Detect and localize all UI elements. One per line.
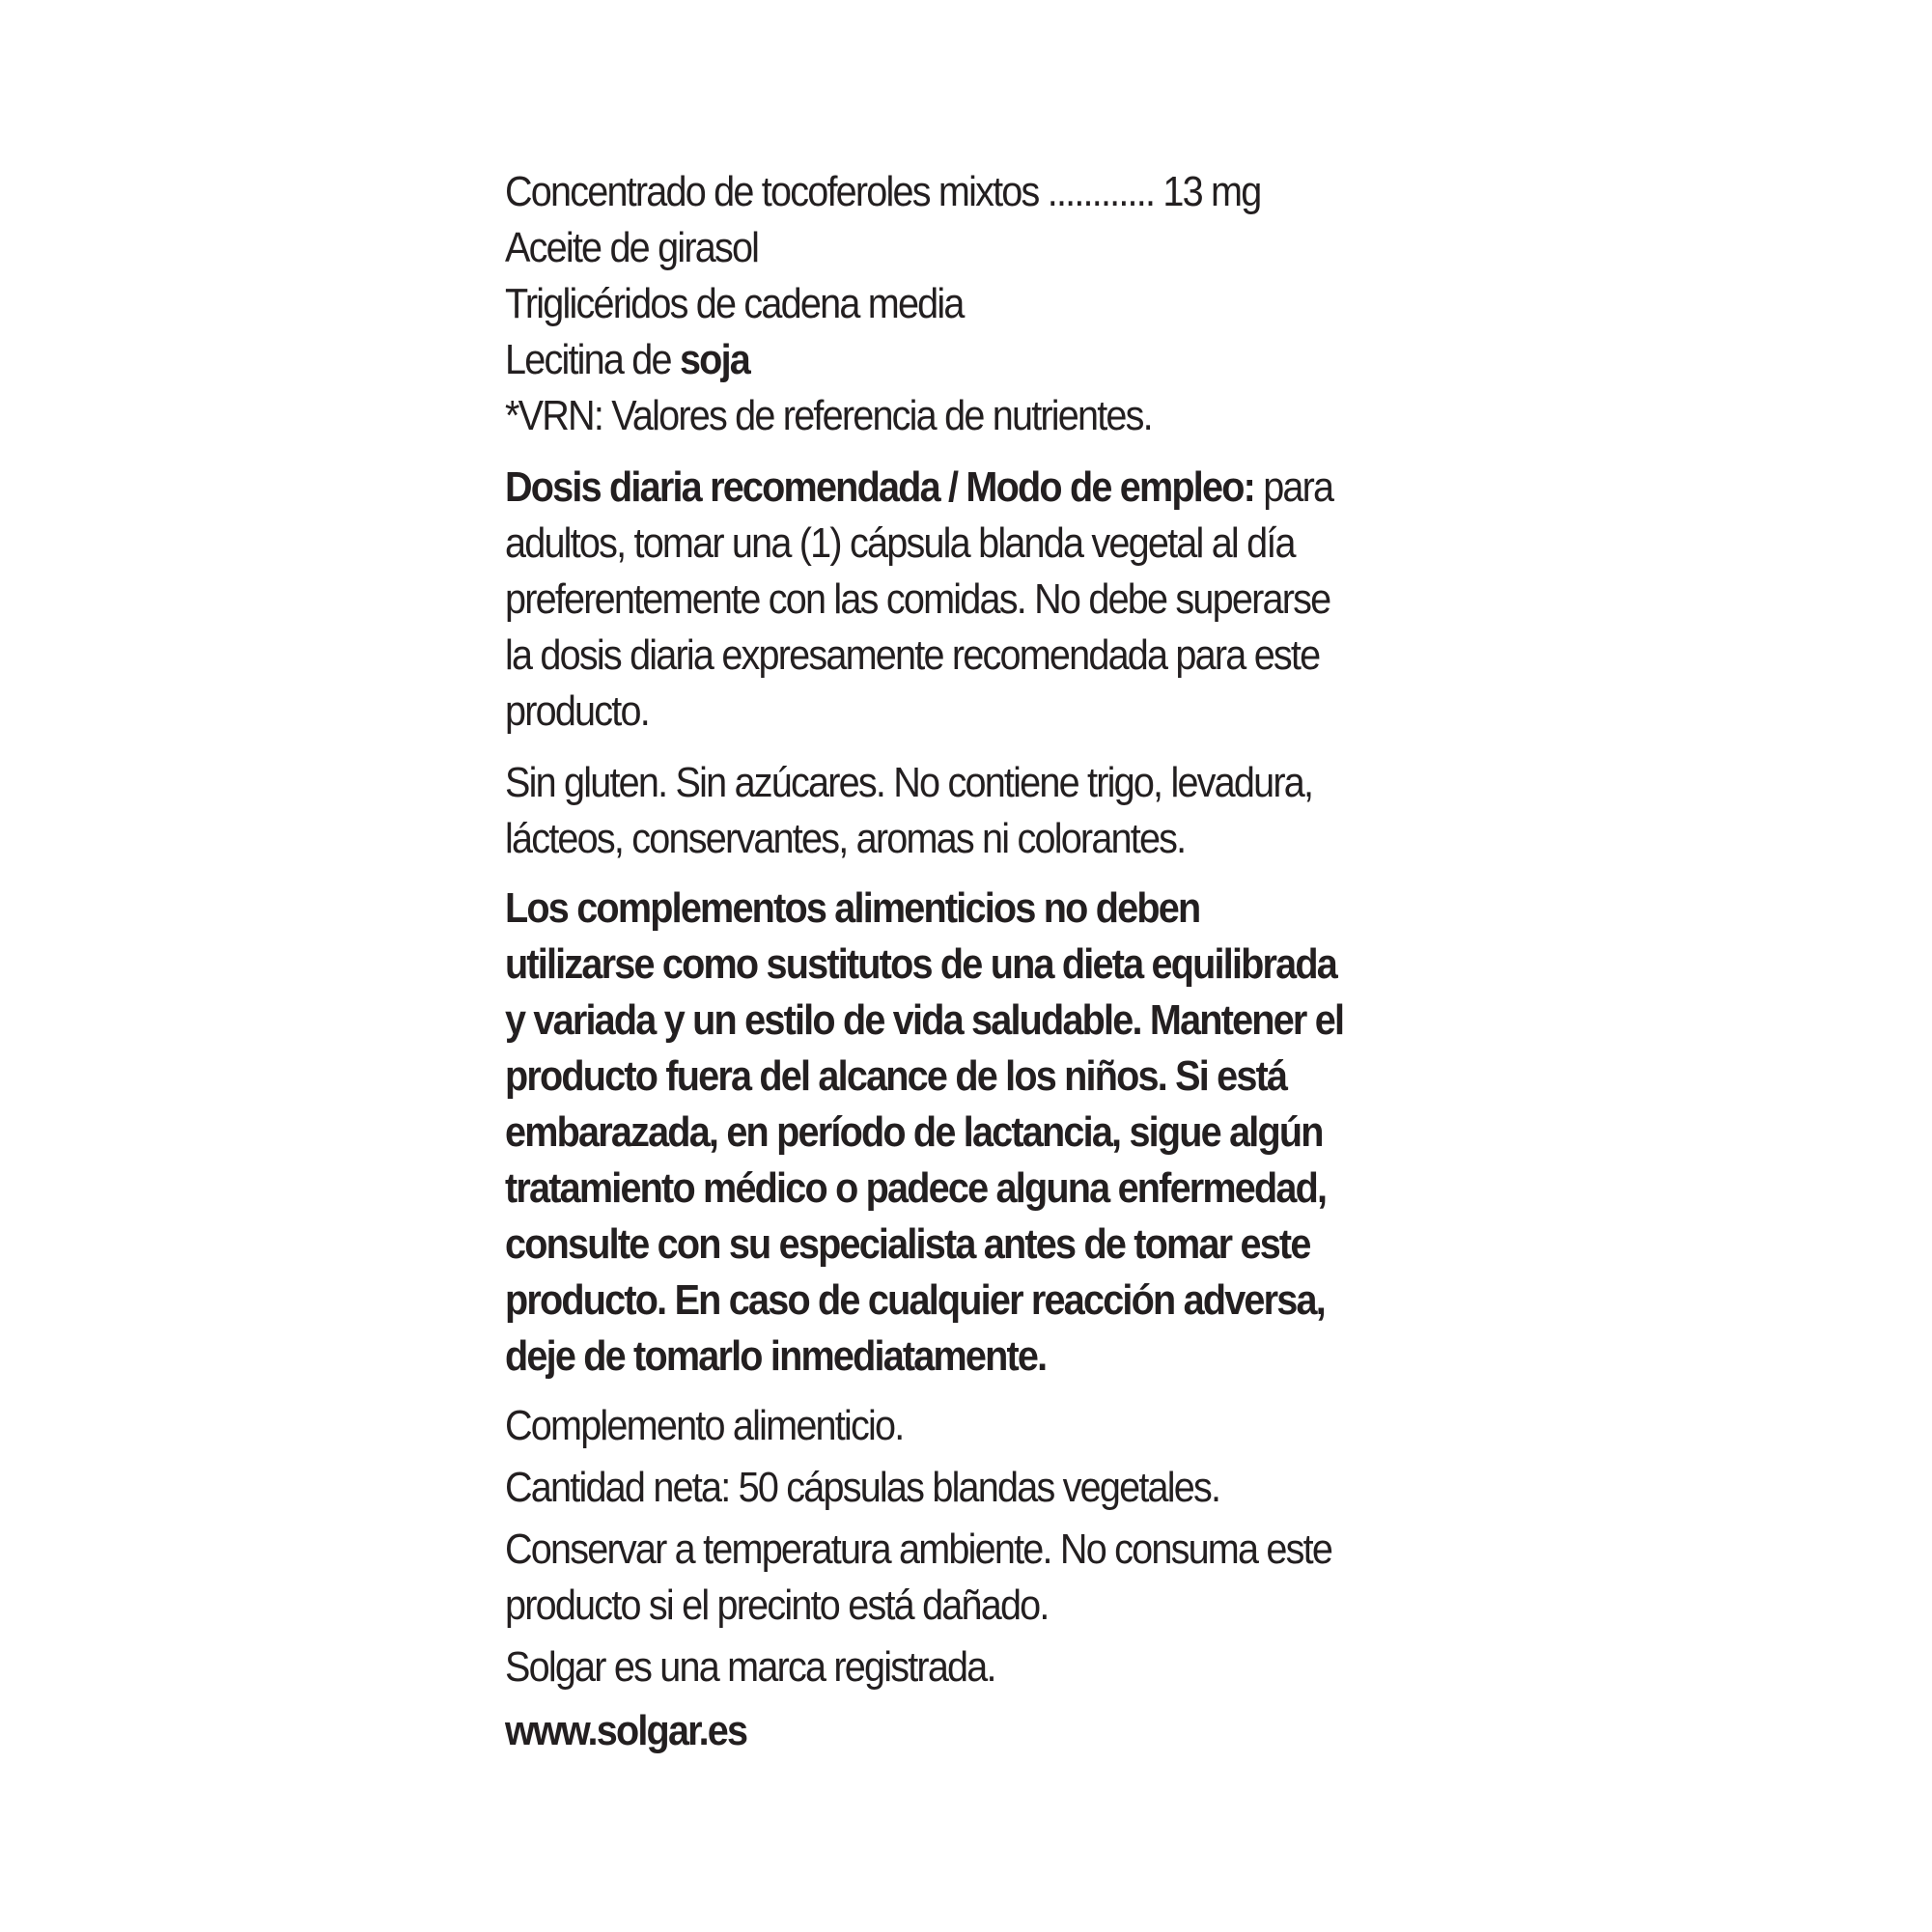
trademark-text: Solgar es una marca registrada. <box>505 1643 995 1691</box>
storage-text: Conservar a temperatura ambiente. No consuma este producto si el precinto está dañado. <box>505 1526 1332 1629</box>
category-text: Complemento alimenticio. <box>505 1402 904 1449</box>
dosage-heading: Dosis diaria recomendada / Modo de empleo: <box>505 463 1254 511</box>
ingredient-amount: 13 mg <box>1162 168 1261 215</box>
product-label-text <box>505 164 1357 1759</box>
footnote-vrn: *VRN: Valores de referencia de nutrientes. <box>505 392 1152 439</box>
allergen-highlight: soja <box>679 336 749 383</box>
dosage-text: para adultos, tomar una (1) cápsula blanda vegetal al día preferentemente con las comidas. No debe superarse la dosis diaria expresamente recomendada para este producto. <box>505 463 1333 735</box>
ingredient-list <box>505 164 1357 444</box>
dosage-paragraph <box>505 460 1357 740</box>
ingredient-name: Triglicéridos de cadena media <box>505 280 964 327</box>
net-quantity-text: Cantidad neta: 50 cápsulas blandas vegetales. <box>505 1464 1220 1511</box>
ingredient-leader-dots: ............ <box>1047 168 1155 215</box>
ingredient-name: Aceite de girasol <box>505 224 759 271</box>
ingredient-line <box>505 220 1357 276</box>
ingredient-line <box>505 332 1357 388</box>
ingredient-name: Lecitina de <box>505 336 680 383</box>
website-link[interactable]: www.solgar.es <box>505 1707 747 1754</box>
free-from-paragraph: Sin gluten. Sin azúcares. No contiene trigo, levadura, lácteos, conservantes, aromas ni colorantes. <box>505 759 1313 862</box>
ingredient-line <box>505 164 1357 220</box>
ingredient-name: Concentrado de tocoferoles mixtos <box>505 168 1039 215</box>
ingredient-line <box>505 276 1357 332</box>
warning-paragraph: Los complementos alimenticios no deben utilizarse como sustitutos de una dieta equilibrada y variada y un estilo de vida saludable. Mantener el producto fuera del alcance de los niños. Si está embarazada, en período de lactancia, sigue algún tratamiento médico o padece alguna enfermedad, consulte con su especialista antes de tomar este producto. En caso de cualquier reacción adversa, deje de tomarlo inmediatamente. <box>505 884 1344 1380</box>
